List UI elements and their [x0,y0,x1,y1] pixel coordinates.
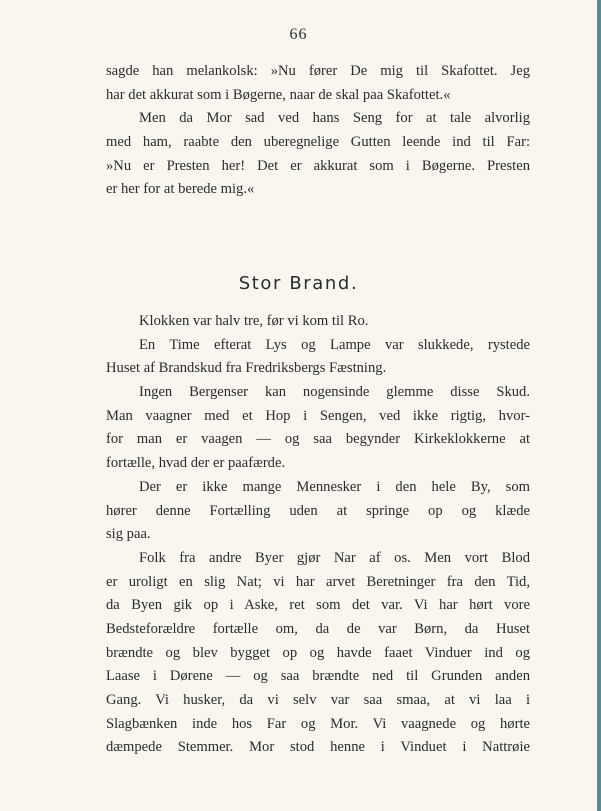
text-line: sagde han melankolsk: »Nu fører De mig til Skafottet. Jeg [106,63,530,79]
text-line: har det akkurat som i Bøgerne, naar de skal paa Skafottet.« [106,86,451,103]
text-line: Bedsteforældre fortælle om, da de var Børn, da Huset [106,620,530,637]
text-line: fortælle, hvad der er paafærde. [106,455,286,472]
chapter-heading: Stor Brand. [238,273,359,294]
text-line: Gang. Vi husker, da vi selv var saa smaa, at vi laa i [106,692,530,708]
text-line: Slagbænken inde hos Far og Mor. Vi vaagnede og hørte [106,715,530,732]
text-line: Der er ikke mange Mennesker i den hele By, som [139,478,530,495]
text-line: En Time efterat Lys og Lampe var slukkede, rystede [139,336,530,353]
text-line: dæmpede Stemmer. Mor stod henne i Vinduet i Nattrøie [106,739,530,756]
text-line: er uroligt en slig Nat; vi har arvet Beretninger fra den Tid, [106,573,530,590]
text-line: Folk fra andre Byer gjør Nar af os. Men vort Blod [139,549,530,566]
text-line: »Nu er Presten her! Det er akkurat som i Bøgerne. Presten [106,157,530,174]
page-number: 66 [289,26,308,43]
text-line: Huset af Brandskud fra Fredriksbergs Fæstning. [106,360,387,377]
text-line: da Byen gik op i Aske, ret som det var. Vi har hørt vore [106,597,530,614]
text-line: er her for at berede mig.« [106,181,255,198]
chapter-body [106,310,530,760]
text-line: med ham, raabte den uberegnelige Gutten leende ind til Far: [106,134,530,151]
text-line: for man er vaagen — og saa begynder Kirkeklokkerne at [106,431,530,448]
text-line: Klokken var halv tre, før vi kom til Ro. [139,313,369,329]
text-line: hører denne Fortælling uden at springe op og klæde [106,502,530,519]
text-line: Man vaagner med et Hop i Sengen, ved ikke rigtig, hvor- [106,407,530,424]
text-line: Laase i Dørene — og saa brændte ned til Grunden anden [106,668,530,685]
text-line: brændte og blev bygget op og havde faaet Vinduer ind og [106,644,530,661]
upper-paragraphs [106,60,530,202]
text-line: Men da Mor sad ved hans Seng for at tale alvorlig [139,110,530,127]
text-line: sig paa. [106,526,151,543]
text-line: Ingen Bergenser kan nogensinde glemme disse Skud. [139,384,530,401]
